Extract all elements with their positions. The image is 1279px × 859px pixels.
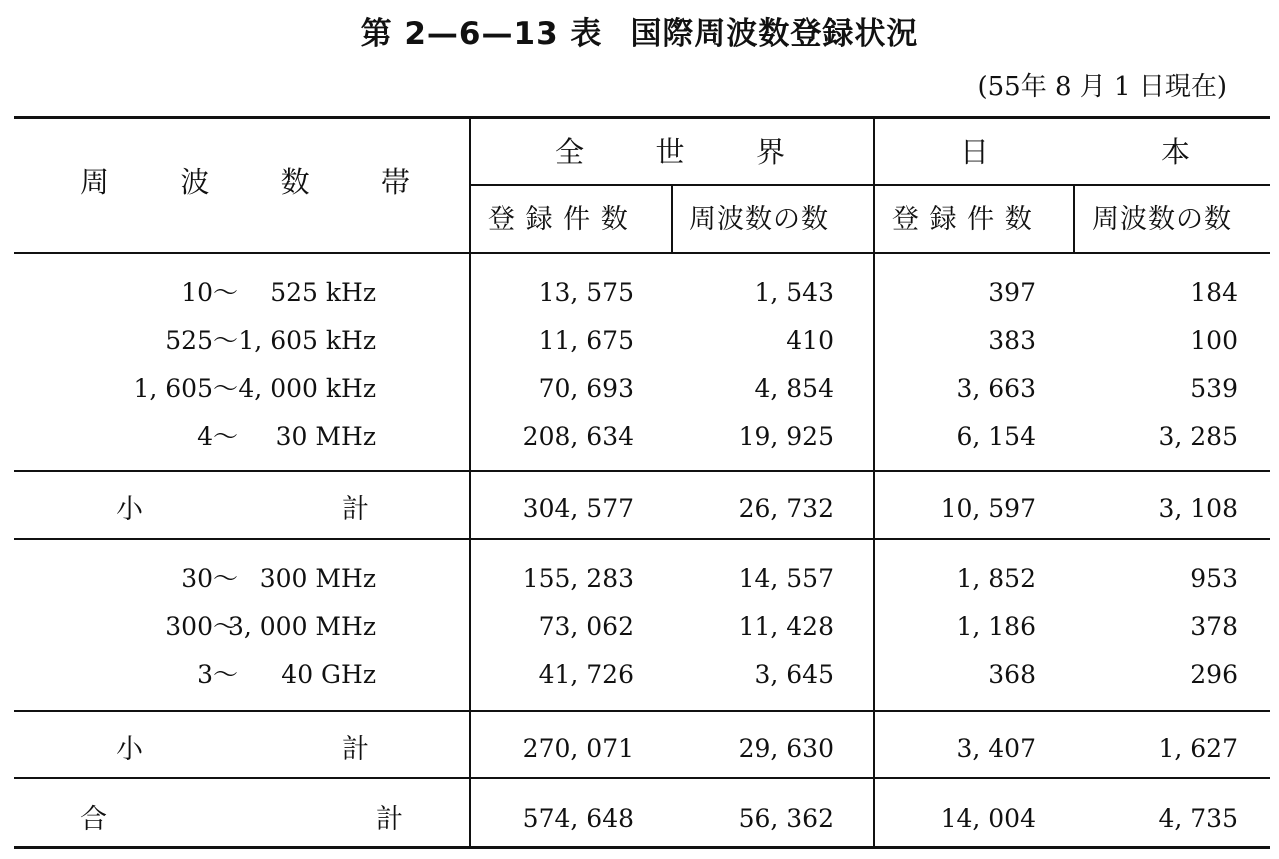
- cell-japan-reg: 6, 154: [956, 422, 1036, 451]
- subtotal-world-freq: 26, 732: [738, 494, 834, 523]
- japan-reg-header: 登 録 件 数: [892, 204, 1033, 235]
- band-from: 3〜: [197, 660, 238, 689]
- date-note: (55年 8 月 1 日現在): [977, 72, 1227, 102]
- total-label-b: 計: [376, 804, 403, 835]
- band-from: 1, 605〜: [133, 374, 238, 403]
- world-header: 全 世 界: [555, 135, 785, 169]
- subtotal-world-reg: 270, 071: [522, 734, 634, 763]
- table-number: 第 2—6—13 表: [360, 16, 603, 52]
- table-title: [0, 8, 1279, 53]
- japan-freq-header: 周波数の数: [1092, 204, 1232, 235]
- cell-world-reg: 73, 062: [538, 612, 634, 641]
- cell-japan-freq: 953: [1190, 564, 1238, 593]
- cell-japan-reg: 1, 852: [956, 564, 1036, 593]
- cell-world-reg: 41, 726: [538, 660, 634, 689]
- subtotal-japan-reg: 10, 597: [940, 494, 1036, 523]
- cell-world-reg: 208, 634: [522, 422, 634, 451]
- subtotal-label-b: 計: [342, 494, 369, 525]
- cell-japan-freq: 378: [1190, 612, 1238, 641]
- cell-japan-freq: 3, 285: [1158, 422, 1238, 451]
- band-from: 30〜: [181, 564, 238, 593]
- rule-header-mid: [471, 184, 1270, 186]
- cell-world-freq: 19, 925: [738, 422, 834, 451]
- cell-world-freq: 3, 645: [754, 660, 834, 689]
- cell-japan-freq: 184: [1190, 278, 1238, 307]
- cell-world-reg: 11, 675: [538, 326, 634, 355]
- table-caption: 国際周波数登録状況: [630, 16, 919, 52]
- cell-japan-freq: 100: [1190, 326, 1238, 355]
- rule-top: [14, 116, 1270, 119]
- band-to: 4, 000 kHz: [238, 374, 376, 403]
- band-to: 300 MHz: [259, 564, 376, 593]
- subtotal-label-a: 小: [116, 734, 143, 765]
- subtotal-world-reg: 304, 577: [522, 494, 634, 523]
- cell-japan-reg: 1, 186: [956, 612, 1036, 641]
- band-from: 525〜: [165, 326, 238, 355]
- cell-japan-reg: 383: [988, 326, 1036, 355]
- band-to: 40 GHz: [281, 660, 376, 689]
- col-divider-4: [1073, 185, 1075, 253]
- band-from: 300〜: [165, 612, 238, 641]
- rule-group2-bottom: [14, 710, 1270, 712]
- band-to: 3, 000 MHz: [227, 612, 376, 641]
- subtotal-label-a: 小: [116, 494, 143, 525]
- world-freq-header: 周波数の数: [689, 204, 829, 235]
- total-world-freq: 56, 362: [738, 804, 834, 833]
- cell-japan-reg: 397: [988, 278, 1036, 307]
- col-divider-1: [469, 117, 471, 848]
- band-from: 4〜: [197, 422, 238, 451]
- subtotal-japan-freq: 3, 108: [1158, 494, 1238, 523]
- total-japan-reg: 14, 004: [940, 804, 1036, 833]
- cell-world-freq: 1, 543: [754, 278, 834, 307]
- cell-world-reg: 13, 575: [538, 278, 634, 307]
- rule-subtotal2-bottom: [14, 777, 1270, 779]
- cell-japan-freq: 296: [1190, 660, 1238, 689]
- rule-bottom: [14, 846, 1270, 849]
- subtotal-japan-freq: 1, 627: [1158, 734, 1238, 763]
- band-to: 1, 605 kHz: [238, 326, 376, 355]
- band-to: 30 MHz: [275, 422, 376, 451]
- subtotal-label-b: 計: [342, 734, 369, 765]
- cell-world-freq: 4, 854: [754, 374, 834, 403]
- total-japan-freq: 4, 735: [1158, 804, 1238, 833]
- cell-world-reg: 70, 693: [538, 374, 634, 403]
- band-header: 周 波 数 帯: [80, 165, 410, 199]
- total-label-a: 合: [80, 804, 107, 835]
- cell-world-reg: 155, 283: [522, 564, 634, 593]
- rule-subtotal1-bottom: [14, 538, 1270, 540]
- band-from: 10〜: [181, 278, 238, 307]
- cell-world-freq: 11, 428: [738, 612, 834, 641]
- subtotal-world-freq: 29, 630: [738, 734, 834, 763]
- cell-world-freq: 410: [786, 326, 834, 355]
- cell-japan-reg: 368: [988, 660, 1036, 689]
- col-divider-2: [671, 185, 673, 253]
- world-reg-header: 登 録 件 数: [488, 204, 629, 235]
- band-to: 525 kHz: [270, 278, 376, 307]
- rule-group1-bottom: [14, 470, 1270, 472]
- rule-header-bottom: [14, 252, 1270, 254]
- col-divider-3: [873, 117, 875, 848]
- cell-japan-freq: 539: [1190, 374, 1238, 403]
- subtotal-japan-reg: 3, 407: [956, 734, 1036, 763]
- cell-world-freq: 14, 557: [738, 564, 834, 593]
- total-world-reg: 574, 648: [522, 804, 634, 833]
- cell-japan-reg: 3, 663: [956, 374, 1036, 403]
- japan-header: 日 本: [960, 135, 1190, 169]
